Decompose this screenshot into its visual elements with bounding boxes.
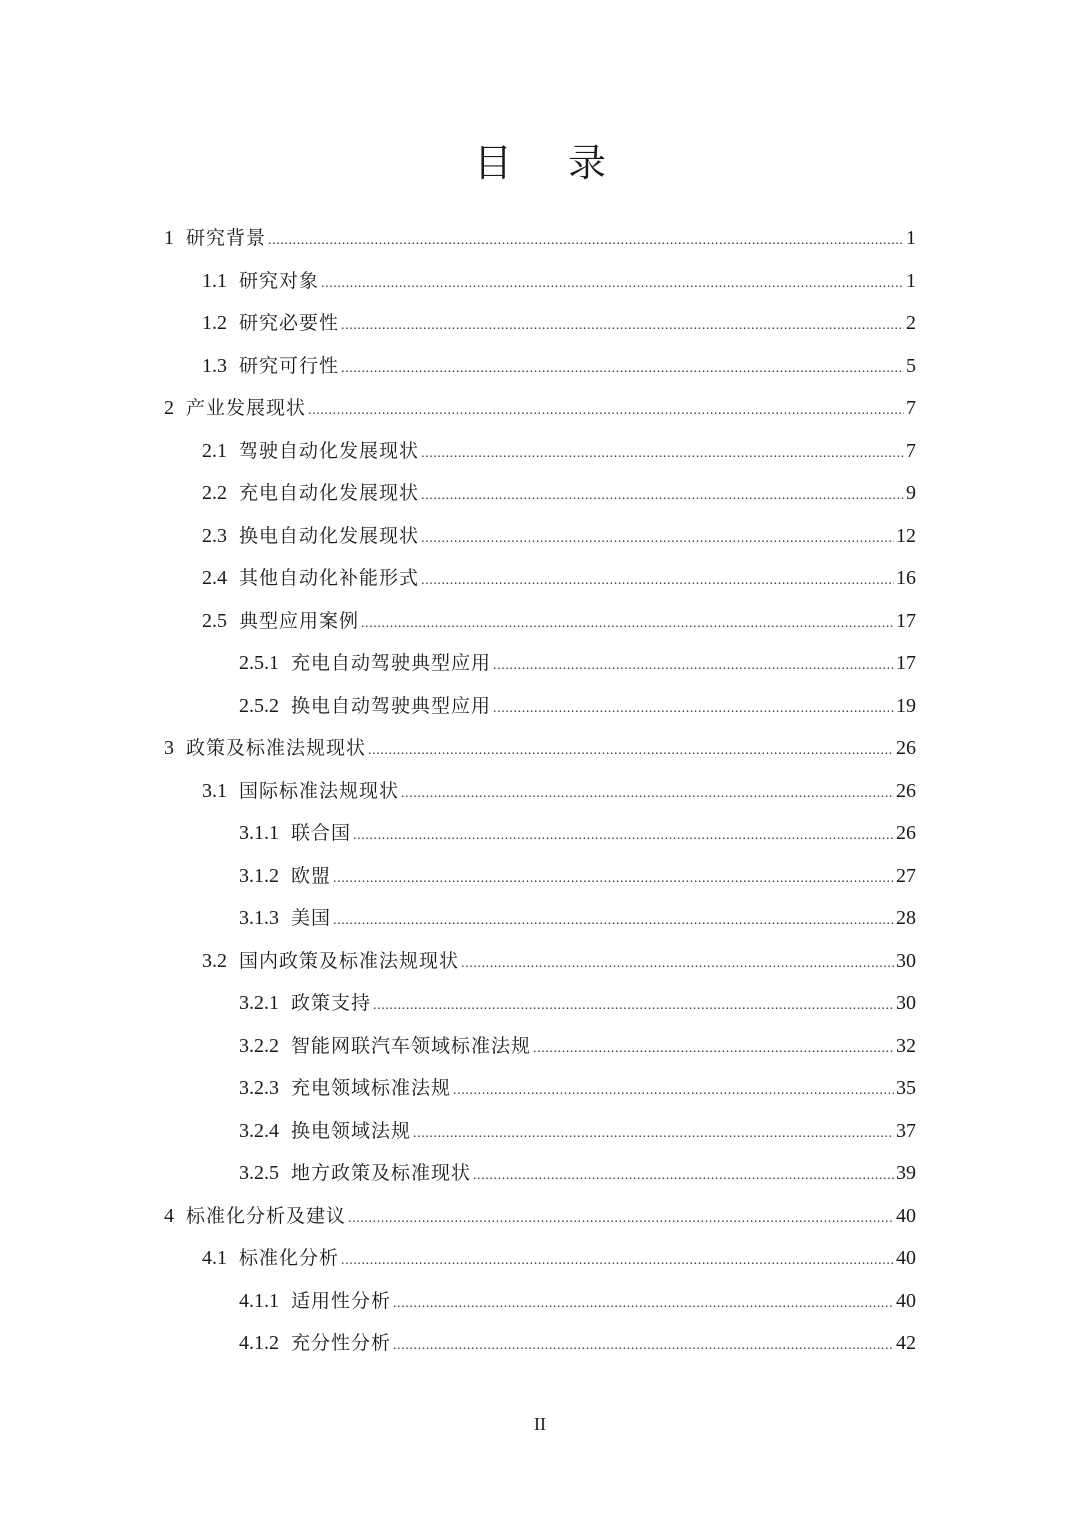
toc-dot-leader (401, 773, 894, 816)
toc-section-number: 3.2.5 (239, 1162, 279, 1184)
toc-dot-leader (348, 1198, 894, 1241)
toc-section-title: 标准化分析及建议 (186, 1204, 347, 1227)
toc-entry[interactable] (164, 345, 916, 388)
toc-page-number: 17 (896, 609, 916, 632)
toc-page-number: 42 (896, 1332, 916, 1354)
toc-section-number: 2.5.1 (239, 652, 279, 674)
toc-section-number: 3.1.1 (239, 822, 279, 844)
toc-page-number: 16 (896, 567, 916, 589)
toc-dot-leader (493, 645, 894, 688)
page-number: II (534, 1414, 546, 1434)
toc-section-number: 3 (164, 737, 174, 759)
toc-dot-leader (533, 1028, 894, 1071)
toc-page-number: 40 (896, 1289, 916, 1312)
toc-section-title: 国内政策及标准法规现状 (239, 949, 460, 972)
toc-page-number: 37 (896, 1119, 916, 1142)
toc-page-number: 30 (896, 949, 916, 972)
toc-section-number: 2.5 (202, 609, 227, 632)
toc-entry[interactable] (164, 1110, 916, 1153)
toc-section-title: 产业发展现状 (186, 397, 307, 419)
toc-page-number: 28 (896, 907, 916, 929)
toc-section-number: 4 (164, 1204, 174, 1227)
toc-entry[interactable] (164, 515, 916, 558)
toc-entry[interactable] (164, 557, 916, 600)
toc-section-number: 3.1 (202, 779, 227, 802)
toc-section-title: 换电领域法规 (291, 1119, 412, 1142)
toc-section-number: 2.1 (202, 439, 227, 462)
toc-section-title: 政策及标准法规现状 (186, 737, 367, 759)
toc-dot-leader (353, 815, 894, 858)
toc-page-number: 7 (906, 397, 916, 419)
toc-section-number: 4.1 (202, 1247, 227, 1269)
toc-entry[interactable] (164, 472, 916, 515)
toc-page-number: 26 (896, 779, 916, 802)
toc-entry[interactable] (164, 302, 916, 345)
toc-page-number: 7 (906, 439, 916, 462)
toc-entry[interactable] (164, 855, 916, 898)
toc-page-number: 12 (896, 524, 916, 547)
toc-section-title: 国际标准法规现状 (239, 779, 400, 802)
toc-entry[interactable] (164, 1025, 916, 1068)
toc-entry[interactable] (164, 1322, 916, 1365)
toc-dot-leader (341, 305, 904, 348)
toc-entry[interactable] (164, 1237, 916, 1280)
toc-section-title: 研究必要性 (239, 312, 340, 334)
toc-section-number: 2.4 (202, 567, 227, 589)
toc-section-title: 换电自动驾驶典型应用 (291, 694, 492, 717)
toc-page-number: 30 (896, 992, 916, 1014)
toc-page-number: 26 (896, 737, 916, 759)
toc-section-title: 研究对象 (239, 269, 320, 292)
table-of-contents (164, 217, 916, 1365)
toc-page-number: 19 (896, 694, 916, 717)
toc-section-title: 政策支持 (291, 992, 372, 1014)
toc-section-title: 其他自动化补能形式 (239, 567, 420, 589)
toc-page-number: 40 (896, 1204, 916, 1227)
toc-section-title: 充分性分析 (291, 1332, 392, 1354)
toc-section-title: 联合国 (291, 822, 352, 844)
toc-dot-leader (393, 1283, 894, 1326)
toc-page-number: 1 (906, 227, 916, 249)
toc-section-title: 地方政策及标准现状 (291, 1162, 472, 1184)
toc-section-title: 典型应用案例 (239, 609, 360, 632)
toc-entry[interactable] (164, 940, 916, 983)
toc-dot-leader (333, 900, 894, 943)
toc-section-number: 1.1 (202, 269, 227, 292)
toc-section-number: 2.2 (202, 482, 227, 504)
toc-section-number: 3.2.3 (239, 1077, 279, 1099)
toc-section-number: 3.2.1 (239, 992, 279, 1014)
toc-dot-leader (461, 943, 894, 986)
toc-entry[interactable] (164, 1195, 916, 1238)
toc-entry[interactable] (164, 430, 916, 473)
toc-entry[interactable] (164, 1280, 916, 1323)
page-title: 目 录 (473, 141, 629, 185)
toc-section-number: 3.2.4 (239, 1119, 279, 1142)
toc-page-number: 40 (896, 1247, 916, 1269)
toc-section-title: 充电领域标准法规 (291, 1077, 452, 1099)
toc-dot-leader (421, 560, 894, 603)
toc-entry[interactable] (164, 897, 916, 940)
toc-entry[interactable] (164, 642, 916, 685)
toc-dot-leader (333, 858, 894, 901)
toc-dot-leader (493, 688, 894, 731)
toc-dot-leader (268, 220, 904, 263)
toc-page-number: 27 (896, 864, 916, 887)
toc-dot-leader (453, 1070, 894, 1113)
toc-entry[interactable] (164, 685, 916, 728)
toc-dot-leader (321, 263, 904, 306)
toc-page-number: 39 (896, 1162, 916, 1184)
toc-entry[interactable] (164, 812, 916, 855)
toc-section-number: 2.3 (202, 524, 227, 547)
toc-entry[interactable] (164, 727, 916, 770)
toc-entry[interactable] (164, 770, 916, 813)
toc-page-number: 32 (896, 1034, 916, 1057)
toc-entry[interactable] (164, 600, 916, 643)
toc-section-title: 研究可行性 (239, 354, 340, 377)
toc-dot-leader (361, 603, 894, 646)
toc-section-number: 1.2 (202, 312, 227, 334)
toc-dot-leader (421, 475, 904, 518)
toc-section-number: 1.3 (202, 354, 227, 377)
toc-section-number: 3.2 (202, 949, 227, 972)
toc-page-number: 9 (906, 482, 916, 504)
toc-entry[interactable] (164, 387, 916, 430)
toc-section-number: 4.1.2 (239, 1332, 279, 1354)
toc-entry[interactable] (164, 1067, 916, 1110)
toc-page-number: 2 (906, 312, 916, 334)
toc-section-title: 标准化分析 (239, 1247, 340, 1269)
toc-dot-leader (413, 1113, 894, 1156)
toc-section-number: 2 (164, 397, 174, 419)
toc-dot-leader (421, 518, 894, 561)
toc-dot-leader (341, 1240, 894, 1283)
toc-entry[interactable] (164, 1152, 916, 1195)
toc-section-title: 研究背景 (186, 227, 267, 249)
toc-section-number: 2.5.2 (239, 694, 279, 717)
toc-section-title: 美国 (291, 907, 332, 929)
toc-page-number: 1 (906, 269, 916, 292)
toc-section-title: 换电自动化发展现状 (239, 524, 420, 547)
toc-section-title: 驾驶自动化发展现状 (239, 439, 420, 462)
toc-page-number: 5 (906, 354, 916, 377)
toc-section-title: 充电自动驾驶典型应用 (291, 652, 492, 674)
toc-dot-leader (373, 985, 894, 1028)
toc-dot-leader (308, 390, 904, 433)
toc-entry[interactable] (164, 260, 916, 303)
toc-section-number: 4.1.1 (239, 1289, 279, 1312)
toc-section-title: 适用性分析 (291, 1289, 392, 1312)
toc-section-number: 3.2.2 (239, 1034, 279, 1057)
toc-section-title: 欧盟 (291, 864, 332, 887)
toc-section-number: 1 (164, 227, 174, 249)
toc-dot-leader (341, 348, 904, 391)
toc-dot-leader (368, 730, 894, 773)
toc-dot-leader (393, 1325, 894, 1368)
toc-section-number: 3.1.3 (239, 907, 279, 929)
toc-page-number: 17 (896, 652, 916, 674)
toc-entry[interactable] (164, 982, 916, 1025)
toc-page-number: 26 (896, 822, 916, 844)
toc-dot-leader (421, 433, 904, 476)
toc-section-title: 智能网联汽车领域标准法规 (291, 1034, 532, 1057)
toc-entry[interactable] (164, 217, 916, 260)
toc-dot-leader (473, 1155, 894, 1198)
toc-page-number: 35 (896, 1077, 916, 1099)
toc-section-number: 3.1.2 (239, 864, 279, 887)
toc-section-title: 充电自动化发展现状 (239, 482, 420, 504)
